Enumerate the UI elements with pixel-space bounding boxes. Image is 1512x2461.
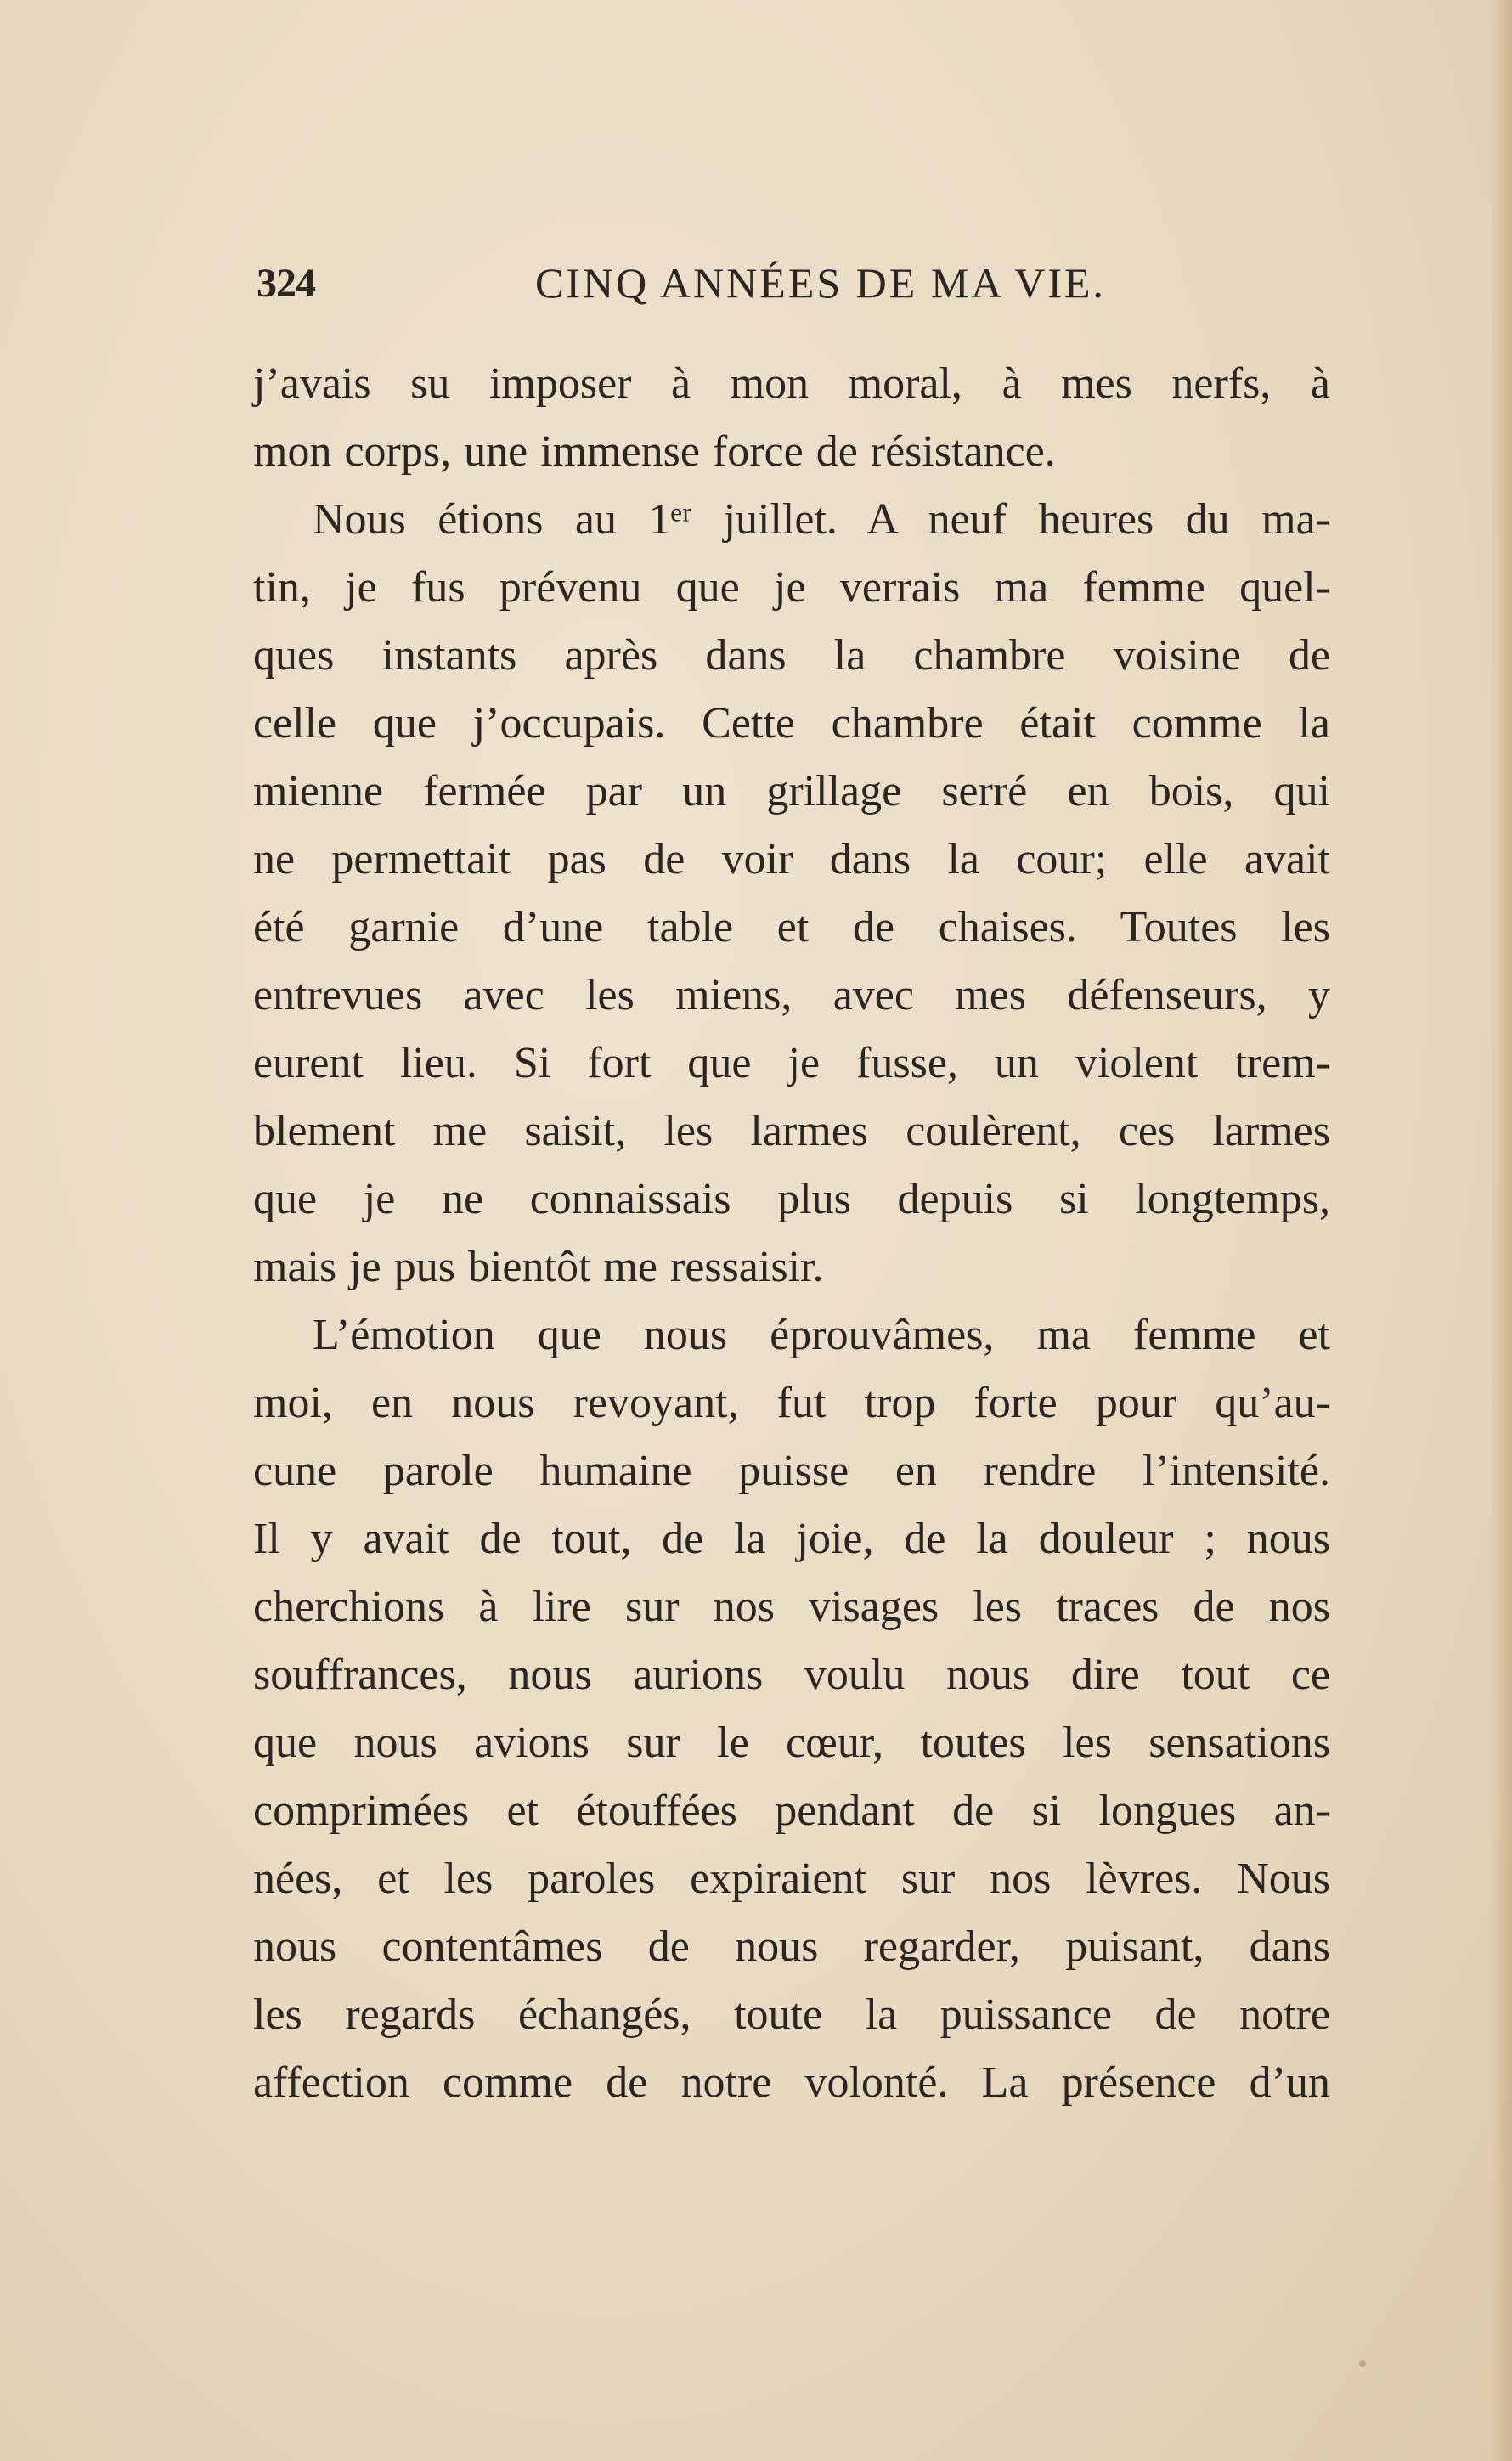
text-line: souffrances, nous aurions voulu nous dire tout ce: [253, 1651, 1330, 1699]
text-line: nées, et les paroles expiraient sur nos lèvres. Nous: [253, 1854, 1330, 1903]
text-line: celle que j’occupais. Cette chambre était comme la: [253, 699, 1330, 748]
text-line: été garnie d’une table et de chaises. Toutes les: [253, 903, 1330, 951]
text-line: j’avais su imposer à mon moral, à mes nerfs, à: [253, 359, 1330, 408]
text-line: L’émotion que nous éprouvâmes, ma femme et: [313, 1311, 1330, 1359]
text-line: les regards échangés, toute la puissance de notre: [253, 1990, 1330, 2039]
text-line: mon corps, une immense force de résistance.: [253, 427, 1056, 476]
paper-speck: [1359, 2360, 1366, 2367]
text-line: Il y avait de tout, de la joie, de la douleur ; nous: [253, 1515, 1330, 1563]
text-line: mienne fermée par un grillage serré en bois, qui: [253, 767, 1330, 816]
page-edge-shadow: [1490, 0, 1512, 2461]
text-line: que je ne connaissais plus depuis si longtemps,: [253, 1175, 1330, 1223]
text-line: cune parole humaine puisse en rendre l’intensité.: [253, 1447, 1330, 1495]
text-line: entrevues avec les miens, avec mes défenseurs, y: [253, 971, 1330, 1019]
text-line: mais je pus bientôt me ressaisir.: [253, 1243, 824, 1291]
text-line: Nous étions au 1ᵉʳ juillet. A neuf heures du ma-: [313, 495, 1330, 544]
text-line: blement me saisit, les larmes coulèrent, ces larmes: [253, 1107, 1330, 1155]
text-line: nous contentâmes de nous regarder, puisant, dans: [253, 1922, 1330, 1971]
text-line: tin, je fus prévenu que je verrais ma femme quel-: [253, 563, 1330, 612]
page-header: [255, 255, 1327, 314]
text-line: moi, en nous revoyant, fut trop forte pour qu’au-: [253, 1379, 1330, 1427]
text-line: comprimées et étouffées pendant de si longues an-: [253, 1786, 1330, 1835]
page-number: 324: [257, 261, 315, 306]
text-line: affection comme de notre volonté. La présence d’un: [253, 2058, 1330, 2107]
text-line: que nous avions sur le cœur, toutes les sensations: [253, 1719, 1330, 1767]
text-line: cherchions à lire sur nos visages les traces de nos: [253, 1583, 1330, 1631]
text-line: eurent lieu. Si fort que je fusse, un violent trem-: [253, 1039, 1330, 1087]
body-text: [253, 350, 1330, 2117]
text-line: ques instants après dans la chambre voisine de: [253, 631, 1330, 680]
running-title: CINQ ANNÉES DE MA VIE.: [535, 259, 1107, 307]
text-line: ne permettait pas de voir dans la cour; elle avait: [253, 835, 1330, 883]
